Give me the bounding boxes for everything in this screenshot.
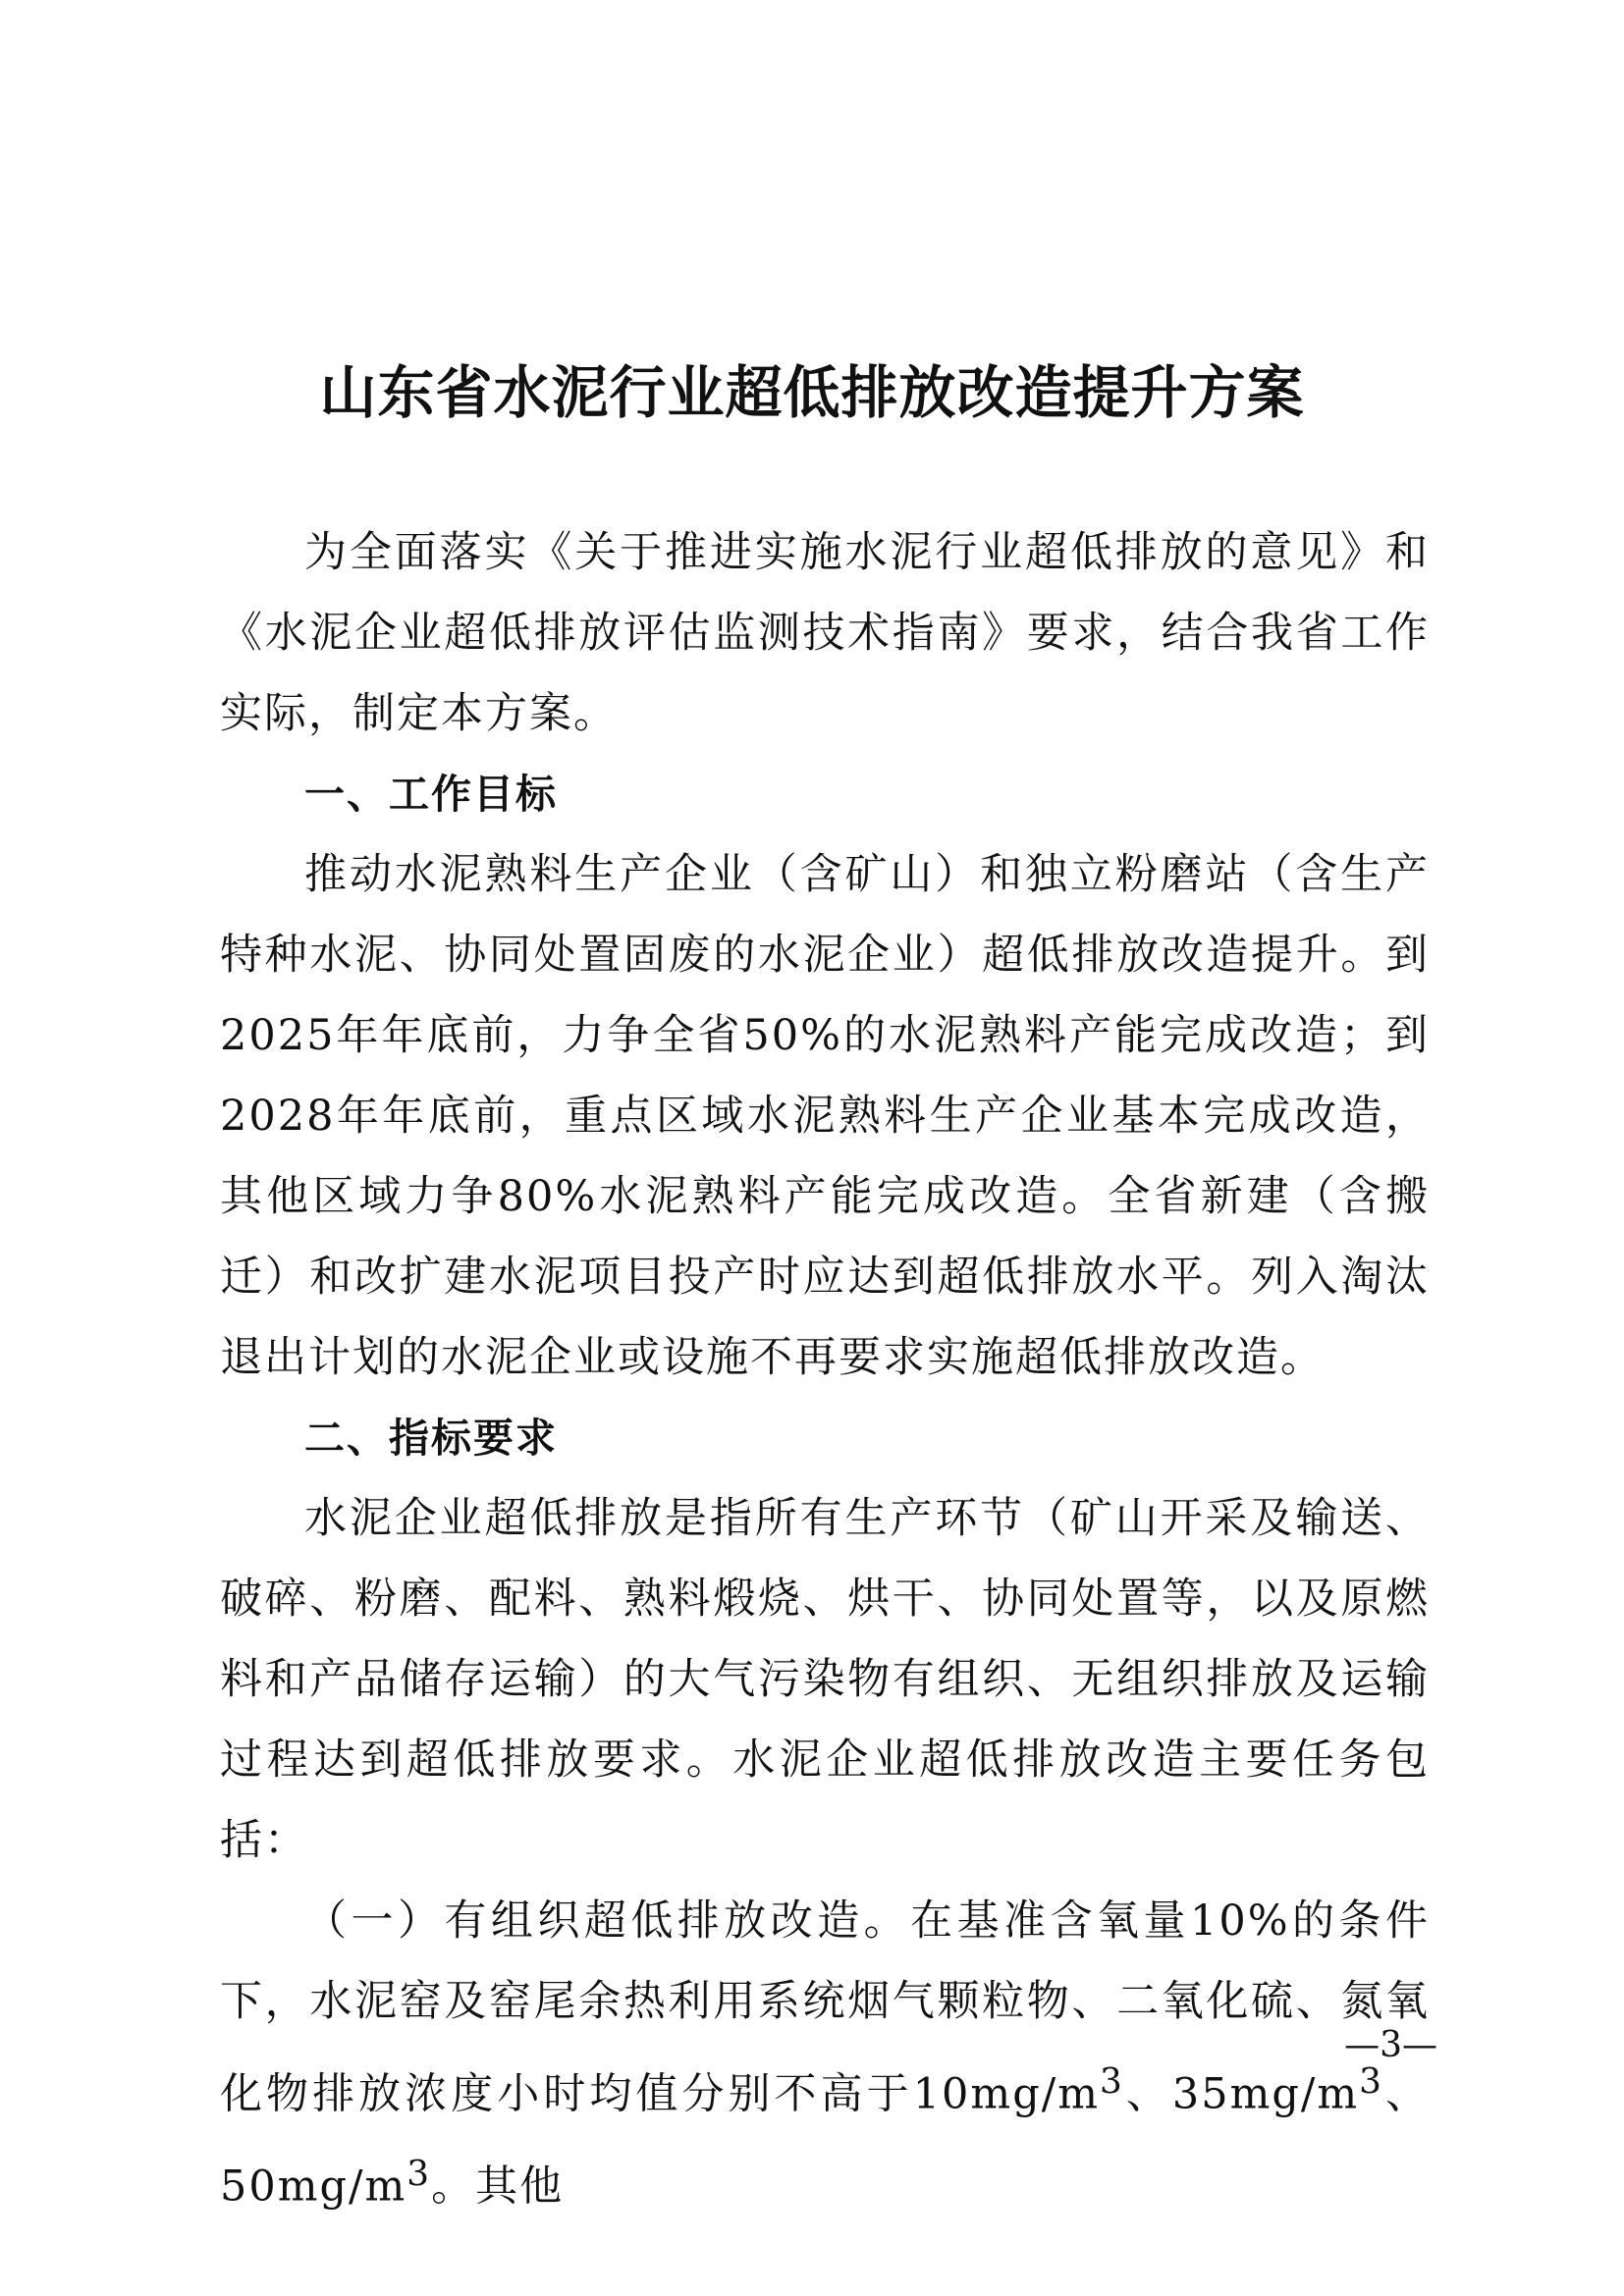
separator: 、 [1382, 2069, 1430, 2119]
particulate-limit: 10mg/m [912, 2069, 1100, 2119]
unit-superscript: 3 [1099, 2061, 1124, 2102]
page-title: 山东省水泥行业超低排放改造提升方案 [319, 359, 1305, 426]
organized-emission-paragraph [220, 1881, 1430, 2227]
goals-paragraph: 推动水泥熟料生产企业（含矿山）和独立粉磨站（含生产特种水泥、协同处置固废的水泥企业）超低排放改造提升。到2025年年底前，力争全省50%的水泥熟料产能完成改造；到2028年年底前，重点区域水泥熟料生产企业基本完成改造，其他区域力争80%水泥熟料产能完成改造。全省新建（含搬迁）和改扩建水泥项目投产时应达到超低排放水平。列入淘汰退出计划的水泥企业或设施不再要求实施超低排放改造。 [220, 850, 1430, 1382]
so2-limit: 35mg/m [1171, 2069, 1360, 2119]
page-number: —3— [1344, 2025, 1437, 2065]
unit-superscript: 3 [1359, 2061, 1383, 2102]
document-body [220, 512, 1430, 2227]
requirements-paragraph: 水泥企业超低排放是指所有生产环节（矿山开采及输送、破碎、粉磨、配料、熟料煅烧、烘干、协同处置等，以及原燃料和产品储存运输）的大气污染物有组织、无组织排放及运输过程达到超低排放要求。水泥企业超低排放改造主要任务包括： [220, 1494, 1430, 1865]
section-heading-goals: 一、工作目标 [304, 771, 558, 818]
section-heading-requirements: 二、指标要求 [304, 1415, 558, 1462]
unit-superscript: 3 [406, 2154, 432, 2195]
intro-paragraph: 为全面落实《关于推进实施水泥行业超低排放的意见》和《水泥企业超低排放评估监测技术指南》要求，结合我省工作实际，制定本方案。 [220, 528, 1430, 738]
nox-limit: 50mg/m [220, 2162, 407, 2212]
separator: 、 [1123, 2069, 1172, 2119]
organized-emission-text: （一）有组织超低排放改造。在基准含氧量10%的条件下，水泥窑及窑尾余热利用系统烟气颗粒物、二氧化硫、氮氧化物排放浓度小时均值分别不高于 [220, 1896, 1430, 2119]
paragraph-continuation: 。其他 [431, 2162, 565, 2212]
